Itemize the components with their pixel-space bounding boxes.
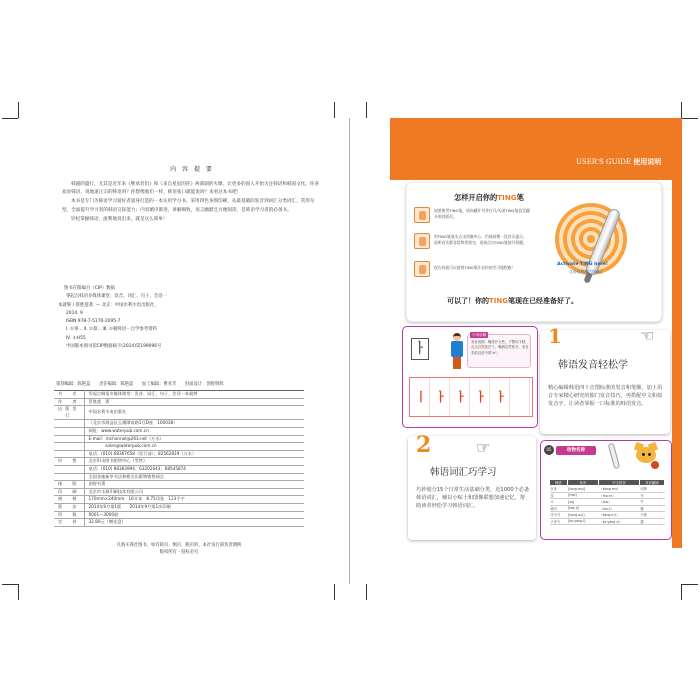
vocab-cell: （suo）: [599, 499, 640, 506]
copyright-row: [54, 458, 304, 466]
vocab-cell: [kang-a-ji]: [567, 512, 598, 519]
vocab-row: [550, 518, 665, 525]
header-band: [390, 118, 682, 180]
vocab-cell: [tong-mul]: [567, 486, 598, 493]
copyright-value: 中国水利水电出版社: [84, 406, 304, 420]
vocab-header: 对应翻译: [639, 480, 664, 486]
stroke-step: ㅏ: [475, 390, 487, 404]
copyright-label: 排 版: [54, 481, 84, 489]
teacher-figure-icon: [451, 333, 463, 369]
ting-brand: TING: [489, 297, 508, 305]
copyright-row: [54, 435, 304, 443]
copyright-label: [54, 420, 84, 428]
explanation-bubble: [467, 334, 531, 368]
lesson-topic-tag: 动物名称: [556, 446, 596, 455]
copyright-value: 创智书策: [84, 481, 304, 489]
step-thumbnail-icon: [414, 261, 430, 277]
summary-title: 内 容 提 要: [170, 166, 214, 173]
vocab-header: 发音: [567, 480, 598, 486]
copyright-label: 书 名: [54, 391, 84, 399]
feature-title: 韩语词汇巧学习: [430, 467, 497, 478]
copyright-label: 版 次: [54, 503, 84, 511]
crop-mark: [2, 118, 18, 119]
vocab-cell: 돼지: [550, 505, 568, 512]
crop-mark: [18, 584, 19, 600]
activation-box: [406, 182, 662, 322]
copyright-table: [54, 390, 304, 527]
cip-line: Ⅳ. ①H55: [66, 335, 86, 341]
vocab-cell: [mal]: [567, 492, 598, 499]
copyright-row: [54, 488, 304, 496]
copyright-label: [54, 427, 84, 435]
copyright-label: 印 刷: [54, 488, 84, 496]
guide-title: [576, 157, 661, 167]
copyright-label: 作 者: [54, 398, 84, 406]
copyright-label: 印 数: [54, 511, 84, 519]
copyright-label: [54, 435, 84, 443]
copyright-value: 电话：(010) 88383994、63202643、68545874: [84, 465, 304, 473]
copyright-value: 北京市丰源印刷技术有限公司: [84, 488, 304, 496]
copyright-value: 网址：www.waterpub.com.cn: [84, 427, 304, 435]
copyright-value: 电话：(010) 68367658（发行部）、82562819（万水）: [84, 450, 304, 458]
explanation-text: 发音说明：嘴张开大些，下颚向下移，舌尖自然放在下，嘴唇自然张开，发音类似汉语中的"a"。: [471, 340, 529, 355]
vocabulary-table: [549, 479, 665, 525]
korean-letter: ㅏ: [411, 338, 429, 360]
step-text: 用TING笔笔头点击图像中心，仍保持稍一段音乐提示，说明音乐都非常和等到完，再按点击TING笔的开始键。: [434, 234, 527, 245]
copyright-row: [54, 473, 304, 481]
copyright-row: [54, 443, 304, 451]
vocab-cell: 강아지: [550, 512, 568, 519]
crop-mark: [682, 584, 698, 585]
copyright-label: 定 价: [54, 519, 84, 527]
book-spread: [18, 118, 682, 584]
cip-line: ISBN 978-7-5170-2095-7: [66, 319, 121, 325]
crop-mark: [334, 584, 335, 600]
copyright-row: [54, 450, 304, 458]
vocabulary-feature-card: [408, 432, 536, 540]
pronunciation-feature-card: [540, 324, 670, 434]
vocab-cell: 牛: [639, 499, 664, 506]
copyright-row: [54, 519, 304, 527]
vocab-cell: （dui ji）: [599, 505, 640, 512]
footer-line: 凡购买我社图书，如有缺页、倒页、脱页的，本社发行部负责调换: [116, 543, 242, 548]
copyright-label: 经 售: [54, 458, 84, 466]
summary-paragraph: 本书是专门为韩语学习爱好者量身打造的一本实用学习书，采用四色多图印刷，从最基础的发音到词汇分类词汇、常用句型，全面提升学习者的韩语交际能力；内容循序渐进，讲解细致，语言幽默且方便阅读，是韩语学习者的必备书。: [62, 199, 315, 213]
feature-description: 精心编辑韩语四十音图标准的发音和笔顺，加上语音专家精心研究的独门发音技巧，再搭配中文和拟发音字，让读者掌握一口标准的韩语发音。: [548, 385, 663, 408]
feature-description: 巧妙划分15个日常生活基础分类，近1000个必备韩语词汇，辅以小贴士和图像联想加速记忆，帮助读者轻松学习韩语词汇。: [416, 487, 530, 510]
ready-text: 笔现在已经准备好了。: [507, 297, 578, 305]
stroke-step: 丨: [415, 390, 428, 404]
copyright-row: [54, 511, 304, 519]
guide-title-en: USER'S GUIDE: [576, 158, 631, 166]
feature-title: 韩语发音轻松学: [558, 360, 628, 371]
activate-label: Activate TING here!: [557, 262, 608, 267]
step-thumbnail-icon: [414, 207, 430, 223]
vocab-cell: [so]: [567, 499, 598, 506]
copyright-value: 蔡胜莲 著: [84, 398, 304, 406]
copyright-footer: [54, 542, 304, 556]
footer-line: 版权所有・侵权必究: [159, 550, 199, 555]
vocab-cell: [toe-ji]: [567, 505, 598, 512]
crop-mark: [366, 584, 367, 600]
user-guide-page: [350, 118, 682, 584]
ting-brand: TING: [497, 193, 517, 202]
crop-mark: [681, 102, 682, 118]
feature-number-badge: 2: [416, 432, 432, 458]
cip-line: 本就够 / 蔡胜莲著. — 北京：中国水利水电出版社，: [58, 302, 159, 308]
activation-title: [454, 193, 524, 203]
cip-line: 零起点韩语多媒体课堂：发音、词汇、句子、会话一: [66, 294, 167, 300]
copyright-label: [54, 450, 84, 458]
copyright-row: [54, 406, 304, 420]
lesson-number-badge: 05: [544, 445, 554, 455]
cip-line: 2014. 9: [66, 310, 83, 316]
side-band: [672, 180, 682, 548]
vocab-cell: 小狗: [639, 512, 664, 519]
pronunciation-sample-panel: [402, 326, 538, 428]
editor-credits: 策划编辑：陈艳蕊 责任编辑：陈艳蕊 加工编辑：曹亚芳 封面设计：创智明辉: [56, 382, 224, 387]
crop-mark: [366, 102, 367, 118]
step-text: 如要使用TING笔，请向翻开书并打开/关闭TING笔直至翻开的封面页。: [434, 208, 530, 219]
vocab-cell: （ko yang yi）: [599, 518, 640, 525]
crop-mark: [682, 118, 698, 119]
stroke-step: ㅏ: [435, 390, 447, 404]
title-text: 笔: [516, 193, 524, 202]
ready-text: 可以了！你的: [447, 297, 489, 305]
copyright-label: [54, 473, 84, 481]
copyright-label: [54, 443, 84, 451]
title-text: 怎样开启你的: [454, 193, 498, 202]
vocab-cell: 소: [550, 499, 568, 506]
vocab-header: 中文拼音: [599, 480, 640, 486]
fox-mascot-icon: [633, 443, 659, 471]
copyright-value: 北京科水图书销售中心（零售）: [84, 458, 304, 466]
vocabulary-sample-panel: [540, 440, 672, 540]
cip-line: 中国版本图书馆CIP数据核字(2014)第199096号: [66, 344, 162, 350]
copyright-value: （北京市海淀区玉渊潭南路1号D座 100038）: [84, 420, 304, 428]
vocab-cell: 고양이: [550, 518, 568, 525]
explanation-tag: 字母讲解: [472, 332, 487, 337]
copyright-value: 全国各地新华书店和相关出版物销售网点: [84, 473, 304, 481]
copyright-row: [54, 420, 304, 428]
cip-data: [58, 285, 318, 351]
stroke-order-grid: [409, 377, 533, 417]
copyright-label: 规 格: [54, 496, 84, 504]
vocab-cell: （ma er）: [599, 492, 640, 499]
cip-title: 图书在版编目（CIP）数据: [64, 286, 115, 291]
copyright-value: E-mail：mchannel@263.net（万水）: [84, 435, 304, 443]
copyright-row: [54, 391, 304, 399]
copyright-value: sales@waterpub.com.cn: [84, 443, 304, 451]
crop-mark: [334, 102, 335, 118]
copyright-page: [18, 118, 350, 584]
copyright-row: [54, 481, 304, 489]
copyright-row: [54, 503, 304, 511]
step-thumbnail-icon: [414, 233, 430, 249]
vocab-cell: [ko-yang-i]: [567, 518, 598, 525]
vocab-cell: 动物: [639, 486, 664, 493]
crop-mark: [2, 584, 18, 585]
cip-line: Ⅰ. ①零… Ⅱ. ①蔡… Ⅲ. ①朝鲜语－自学参考资料: [66, 327, 157, 333]
vocab-cell: 동물: [550, 486, 568, 493]
stroke-step: ㅏ: [455, 390, 467, 404]
copyright-row: [54, 398, 304, 406]
vocab-cell: （kang a ji）: [599, 512, 640, 519]
ting-pen-icon: [608, 443, 621, 470]
summary-paragraph: 轻松掌握韩语，流利地说出来，就是这么简单！: [71, 216, 168, 222]
crop-mark: [681, 584, 682, 600]
copyright-value: 170mm×240mm 16开本 8.75印张 123千字: [84, 496, 304, 504]
copyright-row: [54, 465, 304, 473]
copyright-value: 2014年9月第1版 2014年9月第1次印刷: [84, 503, 304, 511]
pointing-hand-icon: ☞: [476, 438, 491, 457]
crop-mark: [18, 102, 19, 118]
vocab-header: 韩语: [550, 480, 568, 486]
step-text: 现在你就可以使用TING笔开启你的学习旅程啦！: [434, 265, 516, 270]
copyright-value: 32.80元（赠光盘）: [84, 519, 304, 527]
summary-paragraph: 韩剧的盛行，尤其是近年来《继承者们》和《来自星星的你》两部剧的火爆，让更多的国人开始关注韩语和韩国文化。你喜欢说韩语，说地道正宗的韩语吗？你想像他们一样，韩语张口就能说吗？来看这本书吧！: [62, 182, 320, 196]
guide-title-cn: 使用说明: [633, 157, 662, 166]
feature-number-badge: 1: [548, 324, 562, 348]
vocab-cell: 马: [639, 492, 664, 499]
copyright-row: [54, 427, 304, 435]
copyright-label: 出版发行: [54, 406, 84, 420]
copyright-label: [54, 465, 84, 473]
vocab-cell: 猪: [639, 505, 664, 512]
activate-sublabel: 点击这里激活TING！: [569, 269, 605, 274]
content-summary: [62, 164, 322, 225]
copyright-row: [54, 496, 304, 504]
vocab-cell: 말: [550, 492, 568, 499]
vocab-cell: （dong mu）: [599, 486, 640, 493]
vocab-cell: 猫: [639, 518, 664, 525]
stroke-step: ㅏ: [495, 390, 507, 404]
ready-message: [447, 296, 578, 306]
pointing-hand-icon: ☜: [640, 326, 655, 345]
copyright-value: 零起点韩语多媒体课堂：发音、词汇、句子、会话一本就够: [84, 391, 304, 399]
copyright-value: 0001—3000册: [84, 511, 304, 519]
